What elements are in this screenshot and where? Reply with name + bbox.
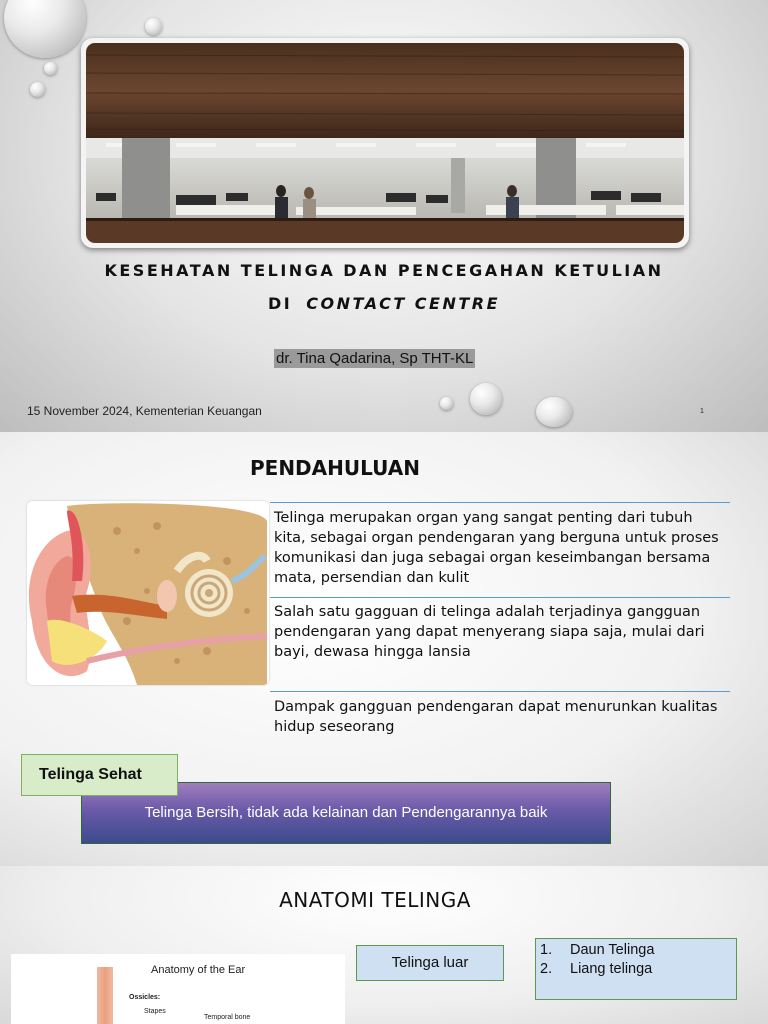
paragraph-importance: Telinga merupakan organ yang sangat penting dari tubuh kita, sebagai organ pendengaran yang berguna untuk proses komunikasi dan juga sebagai organ keseimbangan bersama mata, persendian dan kulit bbox=[274, 510, 719, 586]
title-slide bbox=[0, 0, 768, 432]
paragraph-impact: Dampak gangguan pendengaran dapat menurunkan kualitas hidup seseorang bbox=[274, 699, 718, 735]
footer-date: 15 November 2024, Kementerian Keuangan bbox=[27, 404, 262, 418]
presentation-title-line2 bbox=[0, 294, 768, 313]
decorative-bubble bbox=[30, 82, 45, 97]
slide-title: ANATOMI TELINGA bbox=[279, 888, 471, 912]
label-temporal-bone: Temporal bone bbox=[204, 1014, 251, 1021]
office-photo bbox=[86, 43, 684, 243]
divider-line bbox=[270, 597, 730, 598]
label-stapes: Stapes bbox=[144, 1008, 166, 1015]
healthy-ear-banner: Telinga Bersih, tidak ada kelainan dan Pendengarannya baik bbox=[81, 782, 611, 844]
anatomy-slide bbox=[0, 866, 768, 1024]
healthy-ear-tag: Telinga Sehat bbox=[21, 754, 178, 796]
decorative-bubble bbox=[536, 397, 572, 427]
ear-cross-section-image bbox=[27, 501, 269, 685]
ear-anatomy-diagram bbox=[11, 954, 345, 1024]
divider-line bbox=[270, 691, 730, 692]
label-ossicles: Ossicles: bbox=[129, 994, 161, 1001]
title-prefix: DI bbox=[267, 294, 293, 313]
list-number: 2. bbox=[540, 961, 553, 977]
decorative-bubble bbox=[44, 62, 57, 75]
office-photo-frame bbox=[81, 38, 689, 248]
presentation-title-line1: KESEHATAN TELINGA DAN PENCEGAHAN KETULIAN bbox=[104, 261, 664, 280]
introduction-slide bbox=[0, 432, 768, 866]
presenter-name: dr. Tina Qadarina, Sp THT-KL bbox=[276, 350, 474, 367]
divider-line bbox=[270, 502, 730, 503]
outer-ear-box: Telinga luar bbox=[356, 945, 504, 981]
list-text: Daun Telinga bbox=[570, 942, 655, 958]
paragraph-hearing-disorder: Salah satu gagguan di telinga adalah terjadinya gangguan pendengaran yang dapat menyerang siapa saja, mulai dari bayi, dewasa hingga lansia bbox=[274, 604, 705, 660]
list-number: 1. bbox=[540, 942, 553, 958]
list-item bbox=[540, 942, 736, 961]
decorative-bubble bbox=[440, 397, 453, 410]
title-italic: CONTACT CENTRE bbox=[306, 294, 501, 313]
outer-ear-parts-list bbox=[535, 938, 737, 1000]
diagram-title: Anatomy of the Ear bbox=[151, 964, 246, 976]
list-text: Liang telinga bbox=[570, 961, 653, 977]
decorative-bubble bbox=[145, 18, 162, 35]
slide-title: PENDAHULUAN bbox=[250, 456, 420, 480]
decorative-bubble bbox=[4, 0, 86, 58]
page-number: 1 bbox=[700, 408, 704, 415]
list-item bbox=[540, 961, 736, 980]
skin-layer-shape bbox=[97, 967, 113, 1024]
decorative-bubble bbox=[470, 383, 502, 415]
